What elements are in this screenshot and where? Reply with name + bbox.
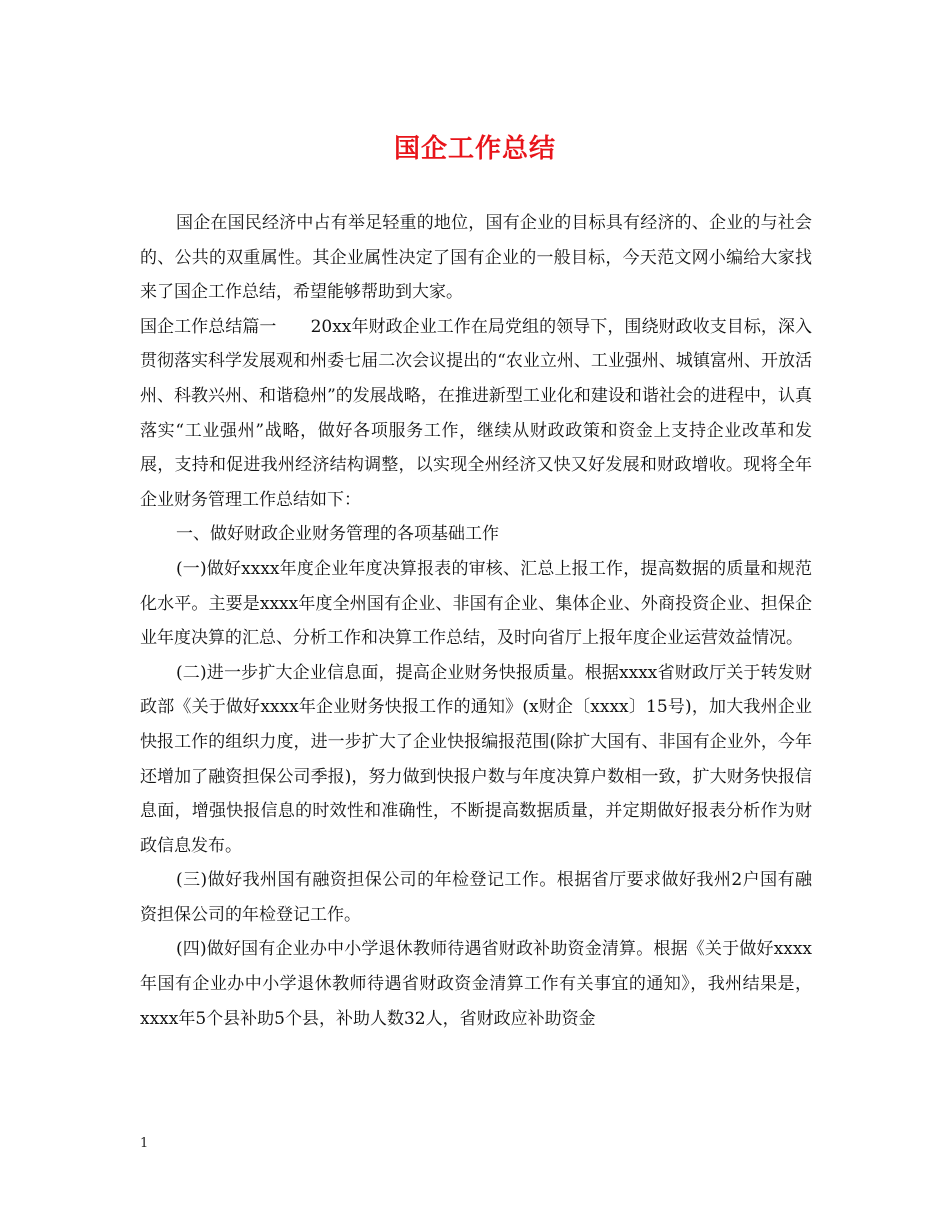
document-title: 国企工作总结 (393, 134, 556, 164)
page-number: 1 (140, 1136, 149, 1151)
intro-paragraph: 国企在国民经济中占有举足轻重的地位，国有企业的目标具有经济的、企业的与社会的、公共的双重属性。其企业属性决定了国有企业的一般目标，今天范文网小编给大家找来了国企工作总结，希望能够帮助到大家。 (140, 213, 812, 303)
item-one-paragraph: (一)做好xxxx年度企业年度决算报表的审核、汇总上报工作，提高数据的质量和规范化水平。主要是xxxx年度全州国有企业、非国有企业、集体企业、外商投资企业、担保企业年度决算的汇总、分析工作和决算工作总结，及时向省厅上报年度企业运营效益情况。 (140, 558, 812, 649)
document-body (140, 206, 812, 1036)
item-two-paragraph: (二)进一步扩大企业信息面，提高企业财务快报质量。根据xxxx省财政厅关于转发财政部《关于做好xxxx年企业财务快报工作的通知》(x财企〔xxxx〕15号)，加大我州企业快报工作的组织力度，进一步扩大了企业快报编报范围(除扩大国有、非国有企业外，今年还增加了融资担保公司季报)，努力做到快报户数与年度决算户数相一致，扩大财务快报信息面，增强快报信息的时效性和准确性，不断提高数据质量，并定期做好报表分析作为财政信息发布。 (140, 662, 812, 856)
item-four-paragraph: (四)做好国有企业办中小学退休教师待遇省财政补助资金清算。根据《关于做好xxxx年国有企业办中小学退休教师待遇省财政资金清算工作有关事宜的通知》，我州结果是，xxxx年5个县补助5个县，补助人数32人，省财政应补助资金 (140, 939, 812, 1029)
item-three-paragraph: (三)做好我州国有融资担保公司的年检登记工作。根据省厅要求做好我州2户国有融资担保公司的年检登记工作。 (140, 870, 812, 925)
section-one-paragraph: 国企工作总结篇一 20xx年财政企业工作在局党组的领导下，围绕财政收支目标，深入贯彻落实科学发展观和州委七届二次会议提出的“农业立州、工业强州、城镇富州、开放活州、科教兴州、和谐稳州”的发展战略，在推进新型工业化和建设和谐社会的进程中，认真落实“工业强州”战略，做好各项服务工作，继续从财政政策和资金上支持企业改革和发展，支持和促进我州经济结构调整，以实现全州经济又快又好发展和财政增收。现将全年企业财务管理工作总结如下： (140, 316, 812, 510)
heading-basic-work: 一、做好财政企业财务管理的各项基础工作 (176, 524, 499, 545)
